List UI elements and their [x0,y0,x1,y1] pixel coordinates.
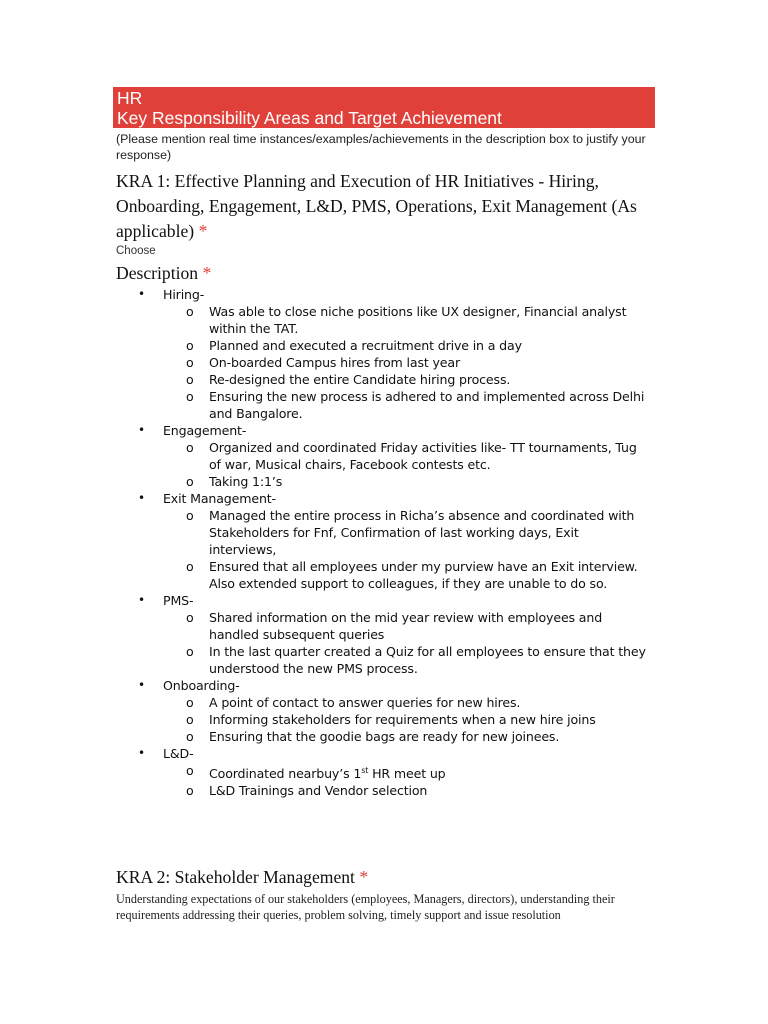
kra2-description: Understanding expectations of our stakeholders (employees, Managers, directors), understanding their requirements addressing their queries, problem solving, timely support and issue resolution [116,892,615,923]
sub-bullet-icon: o [186,304,194,319]
sub-bullet-icon: o [186,559,194,574]
kra2-question [113,865,655,889]
list-item [113,558,649,592]
sub-bullet-icon: o [186,783,194,799]
bullet-icon: • [138,593,145,607]
kra2-title: KRA 2: Stakeholder Management [116,867,355,888]
required-asterisk: * [202,263,212,283]
bullet-icon: • [138,678,145,692]
required-asterisk: * [198,221,208,241]
list-item [113,782,649,799]
list-item [113,337,649,354]
sub-bullet-icon: o [186,763,194,778]
sub-bullet-icon: o [186,729,194,744]
spacer [113,799,655,865]
list-item [113,388,649,422]
list-item [113,694,649,711]
sub-bullet-icon: o [186,474,194,489]
bullet-icon: • [138,423,145,437]
list-item [113,711,649,728]
sub-bullet-icon: o [186,440,194,455]
sub-bullet-icon: o [186,389,194,404]
list-item [113,728,649,745]
category-label: Engagement- [163,423,247,438]
sub-bullet-icon: o [186,508,194,523]
list-item [113,354,649,371]
list-category [113,490,655,507]
category-label: Exit Management- [163,491,276,506]
kra1-choose-dropdown[interactable]: Choose [116,245,156,257]
list-item [113,609,649,643]
category-label: PMS- [163,593,194,608]
banner-subtitle: Key Responsibility Areas and Target Achievement [117,108,502,128]
list-item [113,473,649,490]
list-item-text: Shared information on the mid year review with employees and handled subsequent queries [209,610,603,642]
banner-title: HR [117,88,143,108]
category-label: Hiring- [163,287,205,302]
sub-bullet-icon: o [186,355,194,370]
description-label [113,262,655,284]
list-item-text: Was able to close niche positions like UX designer, Financial analyst within the TAT. [209,304,627,336]
list-item [113,643,649,677]
sub-bullet-icon: o [186,712,194,727]
list-item [113,371,649,388]
list-item-text: Organized and coordinated Friday activities like- TT tournaments, Tug of war, Musical chairs, Facebook contests etc. [209,440,637,472]
list-category [113,677,655,694]
bullet-icon: • [138,287,145,301]
description-box[interactable] [113,286,655,799]
list-item [113,439,649,473]
list-category [113,422,655,439]
instruction-note: (Please mention real time instances/examples/achievements in the description box to justify your response) [116,132,646,162]
list-item-text: Planned and executed a recruitment drive in a day [209,338,522,353]
kra-form-page [113,87,655,923]
sub-bullet-icon: o [186,610,194,625]
list-item-text: Managed the entire process in Richa’s absence and coordinated with Stakeholders for Fnf, Confirmation of last working days, Exit interviews, [209,508,635,557]
kra1-question [113,169,655,244]
list-category [113,592,655,609]
bullet-icon: • [138,746,145,760]
list-item-text: Ensuring the new process is adhered to and implemented across Delhi and Bangalore. [209,389,645,421]
list-category [113,286,655,303]
list-item-text: Re-designed the entire Candidate hiring process. [209,372,511,387]
sub-bullet-icon: o [186,644,194,659]
list-item-text: L&D Trainings and Vendor selection [209,783,428,799]
list-item-text: Ensured that all employees under my purview have an Exit interview. Also extended support to colleagues, if they are unable to do so. [209,559,638,591]
sub-bullet-icon: o [186,372,194,387]
list-item-text: Ensuring that the goodie bags are ready for new joinees. [209,729,560,744]
list-item-text: In the last quarter created a Quiz for all employees to ensure that they understood the new PMS process. [209,644,646,676]
list-item [113,303,649,337]
kra1-title: KRA 1: Effective Planning and Execution of HR Initiatives - Hiring, Onboarding, Engagement, L&D, PMS, Operations, Exit Management (As applicable) [116,171,637,241]
sub-bullet-icon: o [186,338,194,353]
section-banner [113,87,655,128]
required-asterisk: * [359,867,369,888]
list-item-text: Taking 1:1’s [209,474,283,489]
list-item [113,762,649,782]
description-label-text: Description [116,263,199,283]
bullet-icon: • [138,491,145,505]
category-label: L&D- [163,746,194,761]
list-item-text: A point of contact to answer queries for new hires. [209,695,521,710]
category-label: Onboarding- [163,678,240,693]
list-item-text: Coordinated nearbuy’s 1st HR meet up [209,766,446,782]
list-item [113,507,649,558]
sub-bullet-icon: o [186,695,194,710]
list-item-text: On-boarded Campus hires from last year [209,355,460,370]
list-item-text: Informing stakeholders for requirements when a new hire joins [209,712,596,727]
list-category [113,745,655,762]
